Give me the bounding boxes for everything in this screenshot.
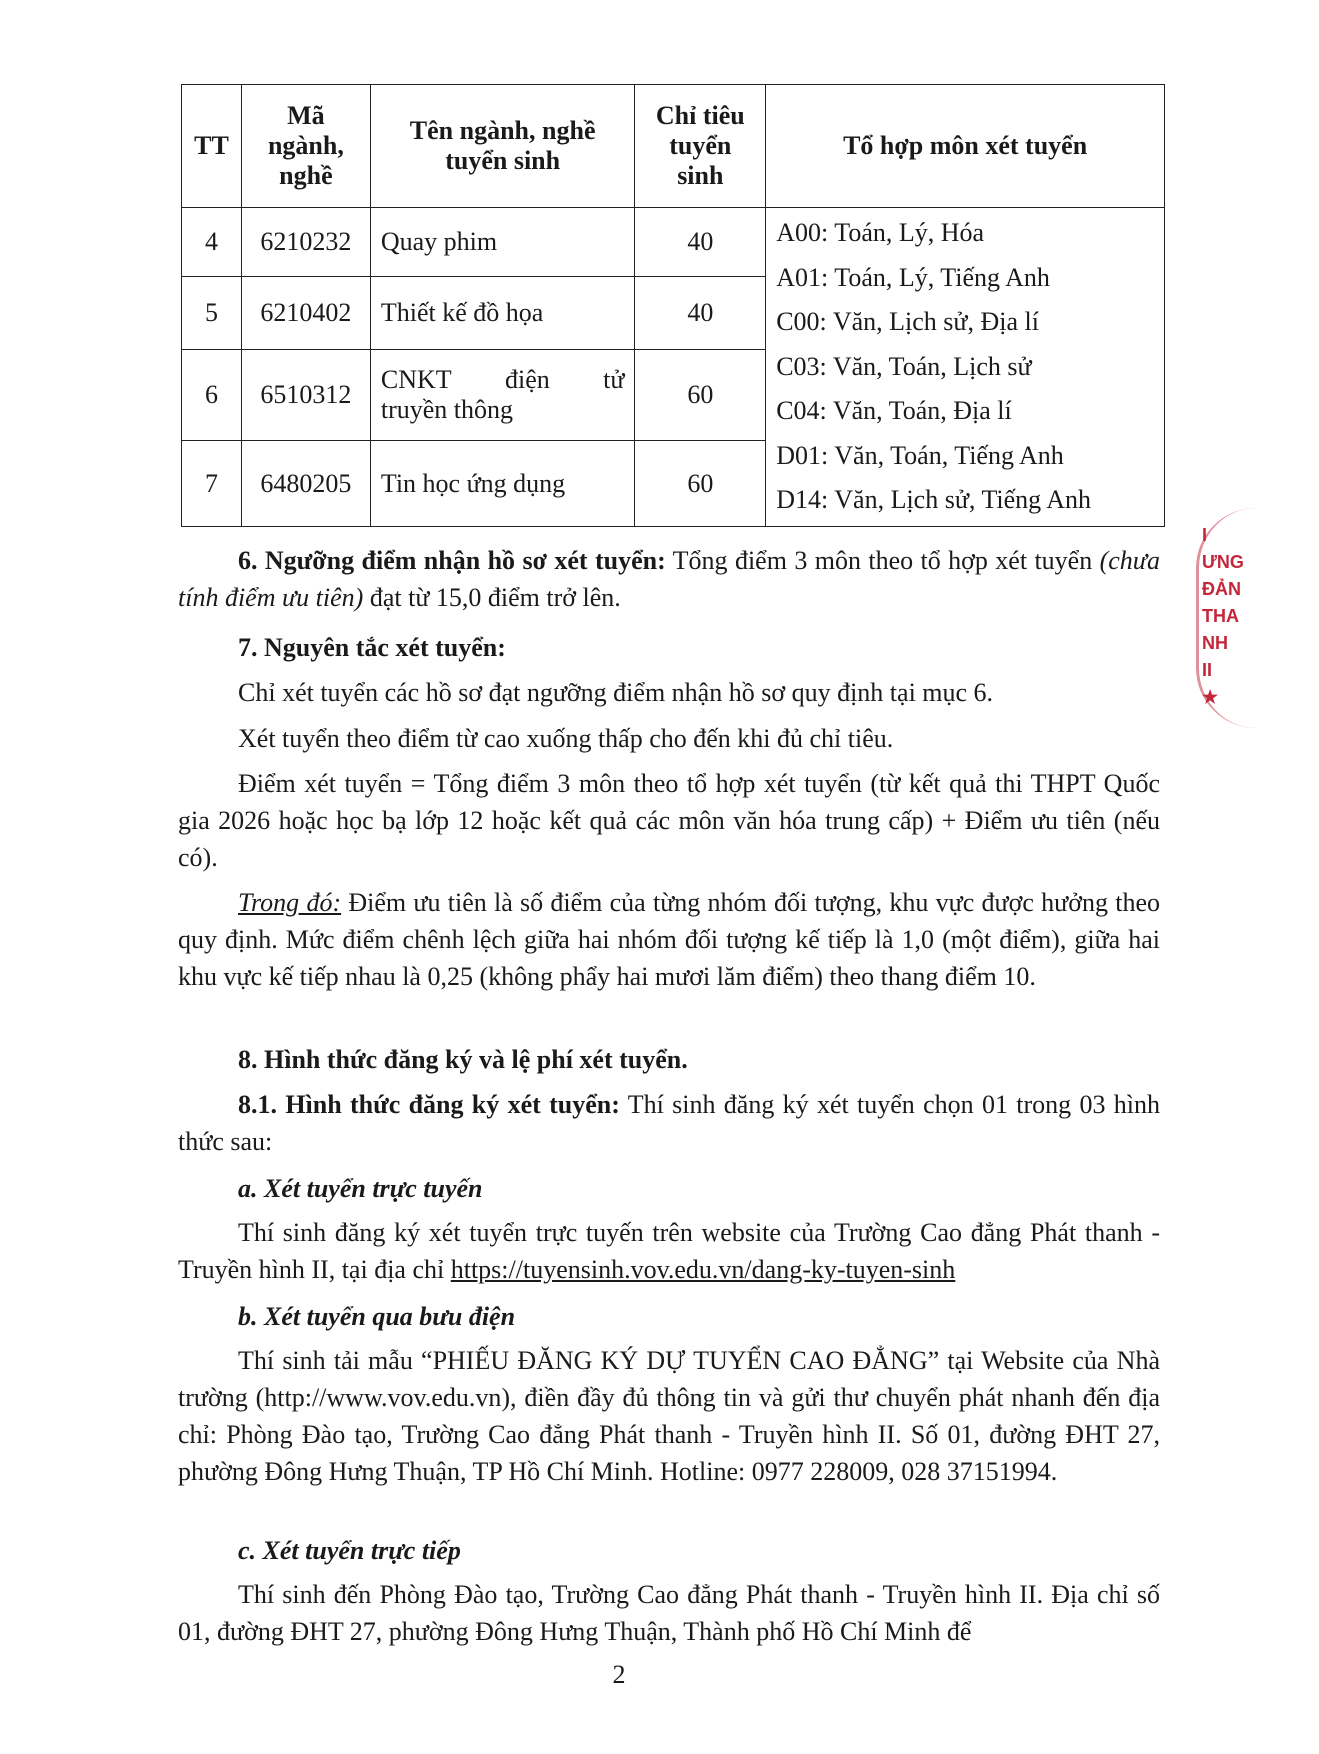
cell-code: 6480205 bbox=[241, 441, 370, 527]
option-a-paragraph: Thí sinh đăng ký xét tuyển trực tuyến trên website của Trường Cao đẳng Phát thanh - Truyền hình II, tại địa chỉ https://tuyensinh.vov.edu.vn/dang-ky-tuyen-sinh bbox=[178, 1218, 1160, 1284]
cell-code: 6210402 bbox=[241, 277, 370, 350]
section-8-heading: 8. Hình thức đăng ký và lệ phí xét tuyển. bbox=[238, 1045, 688, 1074]
cell-quota: 60 bbox=[635, 441, 766, 527]
cell-quota: 40 bbox=[635, 277, 766, 350]
option-a-heading: a. Xét tuyển trực tuyến bbox=[238, 1174, 483, 1203]
majors-table bbox=[181, 84, 1165, 527]
combo-item: A01: Toán, Lý, Tiếng Anh bbox=[776, 262, 1050, 292]
combo-item: D01: Văn, Toán, Tiếng Anh bbox=[776, 440, 1064, 470]
cell-quota: 40 bbox=[635, 208, 766, 277]
page-number: 2 bbox=[612, 1660, 626, 1689]
cell-tt: 5 bbox=[182, 277, 242, 350]
cell-name: CNKT điện tử truyền thông bbox=[370, 350, 635, 441]
cell-name: Quay phim bbox=[370, 208, 635, 277]
header-name: Tên ngành, nghề tuyển sinh bbox=[370, 85, 635, 208]
cell-name: Tin học ứng dụng bbox=[370, 441, 635, 527]
section-6-heading: 6. Ngưỡng điểm nhận hồ sơ xét tuyển: bbox=[238, 546, 666, 575]
cell-quota: 60 bbox=[635, 350, 766, 441]
cell-tt: 4 bbox=[182, 208, 242, 277]
header-tt: TT bbox=[182, 85, 242, 208]
option-c-paragraph: Thí sinh đến Phòng Đào tạo, Trường Cao đẳng Phát thanh - Truyền hình II. Địa chỉ số 01, đường ĐHT 27, phường Đông Hưng Thuận, Thành phố Hồ Chí Minh để bbox=[178, 1580, 1160, 1646]
section-7-heading: 7. Nguyên tắc xét tuyển: bbox=[238, 633, 506, 662]
section-7-paragraph: Trong đó: Điểm ưu tiên là số điểm của từng nhóm đối tượng, khu vực được hưởng theo quy định. Mức điểm chênh lệch giữa hai nhóm đối tượng kế tiếp là 1,0 (một điểm), giữa hai khu vực kế tiếp nhau là 0,25 (không phẩy hai mươi lăm điểm) theo thang điểm 10. bbox=[178, 888, 1160, 991]
trong-do-label: Trong đó: bbox=[238, 888, 342, 917]
header-quota: Chỉ tiêu tuyển sinh bbox=[635, 85, 766, 208]
section-8-1-heading: 8.1. Hình thức đăng ký xét tuyển: bbox=[238, 1090, 620, 1119]
option-b-paragraph: Thí sinh tải mẫu “PHIẾU ĐĂNG KÝ DỰ TUYỂN CAO ĐẲNG” tại Website của Nhà trường (http://www.vov.edu.vn), điền đầy đủ thông tin và gửi thư chuyển phát nhanh đến địa chỉ: Phòng Đào tạo, Trường Cao đẳng Phát thanh - Truyền hình II. Số 01, đường ĐHT 27, phường Đông Hưng Thuận, TP Hồ Chí Minh. Hotline: 0977 228009, 028 37151994. bbox=[178, 1346, 1160, 1486]
combo-item: D14: Văn, Lịch sử, Tiếng Anh bbox=[776, 485, 1092, 515]
cell-name: Thiết kế đồ họa bbox=[370, 277, 635, 350]
cell-code: 6510312 bbox=[241, 350, 370, 441]
official-stamp: I ƯNG ĐẢN THA NH II ★ bbox=[1196, 508, 1256, 728]
combo-item: A00: Toán, Lý, Hóa bbox=[776, 218, 985, 248]
combo-item: C03: Văn, Toán, Lịch sử bbox=[776, 351, 1032, 381]
option-b-heading: b. Xét tuyển qua bưu điện bbox=[238, 1302, 516, 1331]
combo-item: C00: Văn, Lịch sử, Địa lí bbox=[776, 307, 1039, 337]
registration-link[interactable]: https://tuyensinh.vov.edu.vn/dang-ky-tuyen-sinh bbox=[450, 1255, 956, 1284]
cell-code: 6210232 bbox=[241, 208, 370, 277]
section-7-paragraph: Chỉ xét tuyển các hồ sơ đạt ngưỡng điểm nhận hồ sơ quy định tại mục 6. bbox=[238, 678, 994, 707]
section-8-1-paragraph: 8.1. Hình thức đăng ký xét tuyển: Thí sinh đăng ký xét tuyển chọn 01 trong 03 hình thức sau: bbox=[178, 1090, 1160, 1156]
cell-combos bbox=[766, 208, 1165, 527]
option-c-heading: c. Xét tuyển trực tiếp bbox=[238, 1536, 461, 1565]
header-code: Mã ngành, nghề bbox=[241, 85, 370, 208]
section-7-paragraph: Xét tuyển theo điểm từ cao xuống thấp cho đến khi đủ chỉ tiêu. bbox=[238, 724, 894, 753]
cell-tt: 6 bbox=[182, 350, 242, 441]
cell-tt: 7 bbox=[182, 441, 242, 527]
table-row bbox=[182, 208, 1165, 277]
section-6-paragraph: 6. Ngưỡng điểm nhận hồ sơ xét tuyển: Tổng điểm 3 môn theo tổ hợp xét tuyển (chưa tính điểm ưu tiên) đạt từ 15,0 điểm trở lên. bbox=[178, 546, 1160, 612]
header-combos: Tổ hợp môn xét tuyển bbox=[766, 85, 1165, 208]
combo-item: C04: Văn, Toán, Địa lí bbox=[776, 396, 1012, 426]
table-header-row bbox=[182, 85, 1165, 208]
section-7-paragraph: Điểm xét tuyển = Tổng điểm 3 môn theo tổ hợp xét tuyển (từ kết quả thi THPT Quốc gia 2026 hoặc học bạ lớp 12 hoặc kết quả các môn văn hóa trung cấp) + Điểm ưu tiên (nếu có). bbox=[178, 769, 1160, 872]
